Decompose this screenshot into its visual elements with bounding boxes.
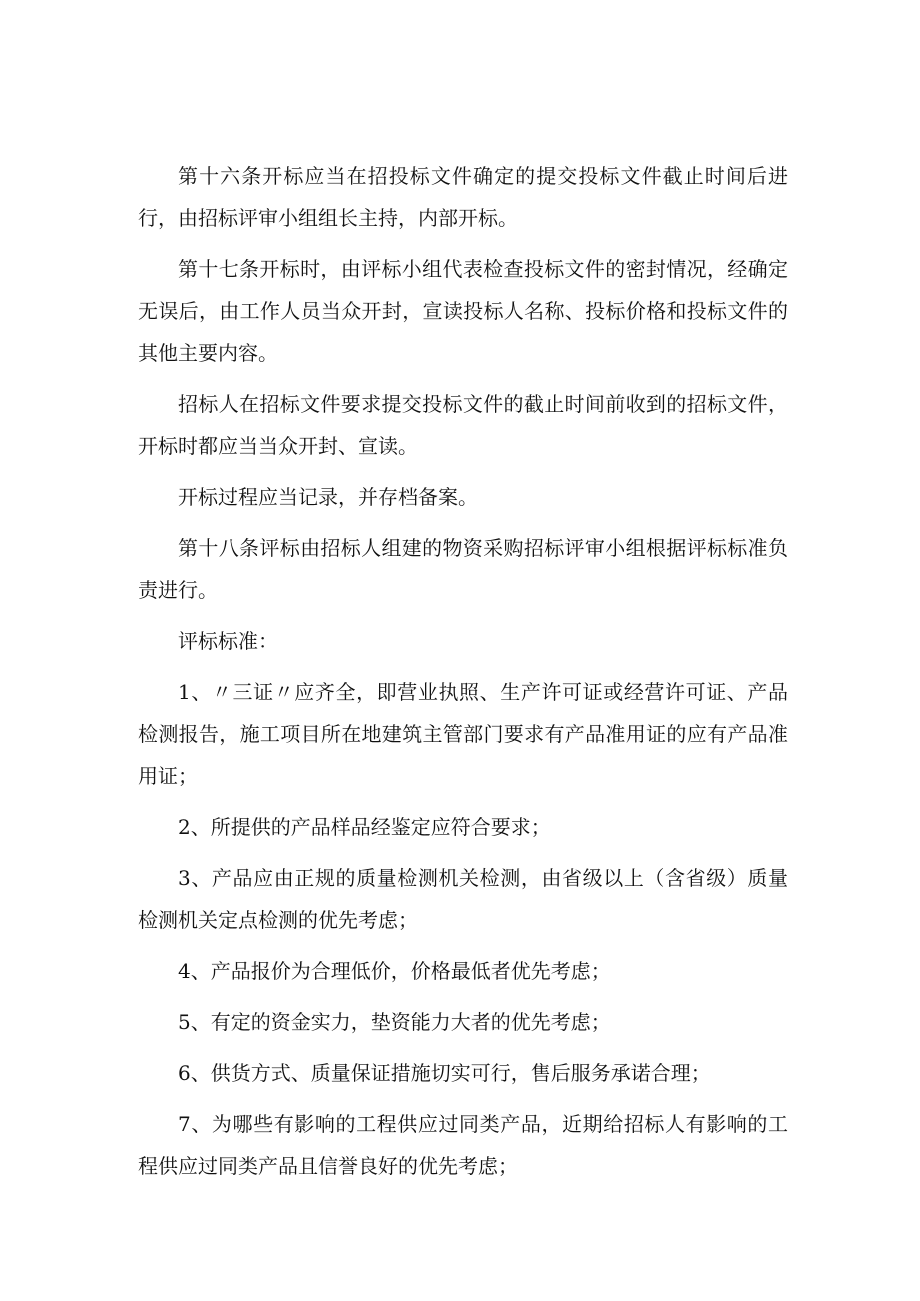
criteria-item-6: 6、供货方式、质量保证措施切实可行，售后服务承诺合理； — [178, 1061, 711, 1085]
paragraph-article-16: 第十六条开标应当在招投标文件确定的提交投标文件截止时间后进行，由招标评审小组组长主持，内部开标。 — [138, 164, 788, 230]
paragraph-bid-opening-record: 开标过程应当记录，并存档备案。 — [178, 485, 478, 509]
paragraph-bid-opening-reading: 招标人在招标文件要求提交投标文件的截止时间前收到的招标文件，开标时都应当当众开封、宣读。 — [138, 392, 788, 458]
document-page — [138, 155, 788, 1196]
paragraph-article-17: 第十七条开标时，由评标小组代表检查投标文件的密封情况，经确定无误后，由工作人员当众开封，宣读投标人名称、投标价格和投标文件的其他主要内容。 — [138, 257, 788, 365]
criteria-item-4: 4、产品报价为合理低价，价格最低者优先考虑； — [178, 959, 611, 983]
criteria-item-7: 7、为哪些有影响的工程供应过同类产品，近期给招标人有影响的工程供应过同类产品且信誉良好的优先考虑； — [138, 1112, 788, 1178]
criteria-item-2: 2、所提供的产品样品经鉴定应符合要求； — [178, 815, 551, 839]
paragraph-article-18: 第十八条评标由招标人组建的物资采购招标评审小组根据评标标准负责进行。 — [138, 536, 788, 602]
criteria-item-5: 5、有定的资金实力，垫资能力大者的优先考虑； — [178, 1010, 611, 1034]
criteria-item-1: 1、〃三证〃应齐全，即营业执照、生产许可证或经营许可证、产品检测报告，施工项目所在地建筑主管部门要求有产品准用证的应有产品准用证； — [138, 680, 788, 788]
criteria-item-3: 3、产品应由正规的质量检测机关检测，由省级以上（含省级）质量检测机关定点检测的优先考虑； — [138, 866, 788, 932]
paragraph-criteria-heading: 评标标准： — [178, 629, 278, 653]
